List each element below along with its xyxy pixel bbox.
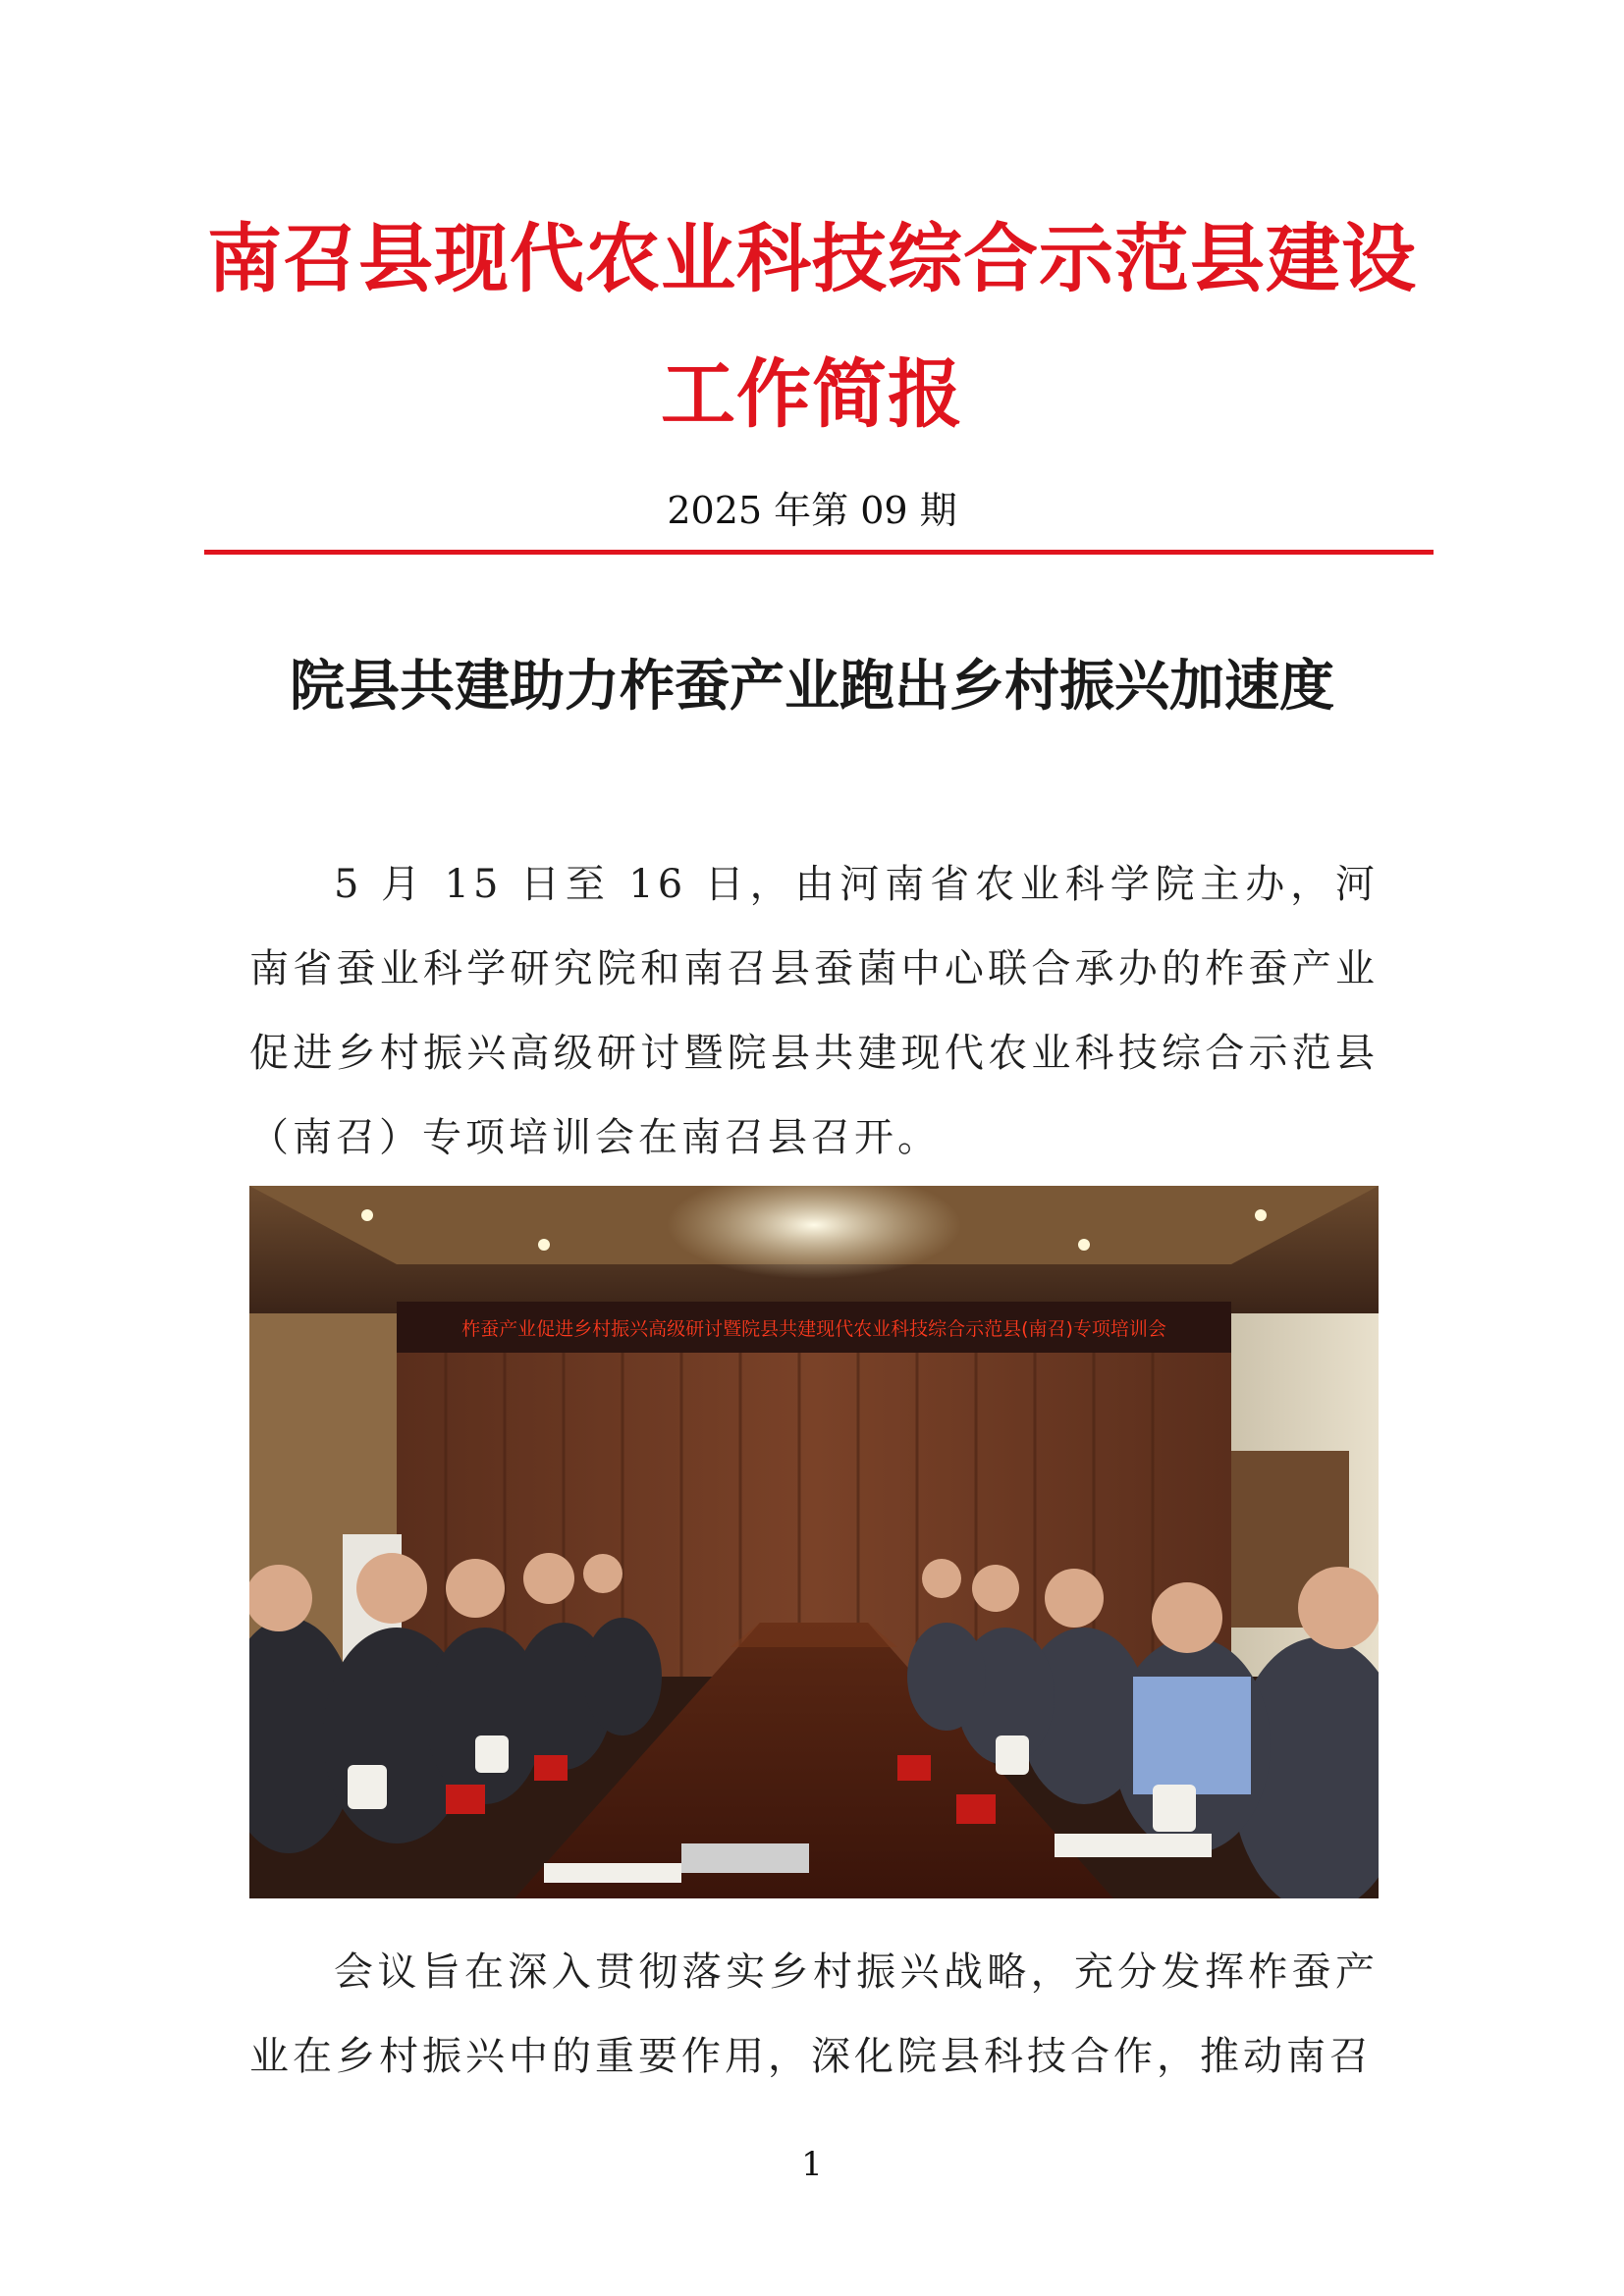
issue-number: 2025 年第 09 期: [667, 489, 957, 532]
masthead-title-line1: 南召县现代农业科技综合示范县建设: [207, 215, 1417, 302]
led-banner-text: 柞蚕产业促进乡村振兴高级研讨暨院县共建现代农业科技综合示范县(南召)专项培训会: [461, 1318, 1166, 1340]
meeting-photo: [249, 1186, 1379, 1898]
masthead-title-line2: 工作简报: [661, 350, 963, 438]
page-number: 1: [801, 2145, 823, 2184]
masthead-divider: [204, 550, 1434, 555]
article-paragraph-2: 会议旨在深入贯彻落实乡村振兴战略，充分发挥柞蚕产业在乡村振兴中的重要作用，深化院县科技合作，推动南召: [249, 1949, 1379, 2079]
article-headline: 院县共建助力柞蚕产业跑出乡村振兴加速度: [290, 655, 1334, 719]
article-paragraph-1: 5 月 15 日至 16 日，由河南省农业科学院主办，河南省蚕业科学研究院和南召县蚕菌中心联合承办的柞蚕产业促进乡村振兴高级研讨暨院县共建现代农业科技综合示范县（南召）专项培训会在南召县召开。: [249, 862, 1379, 1160]
masthead: [0, 191, 1624, 462]
